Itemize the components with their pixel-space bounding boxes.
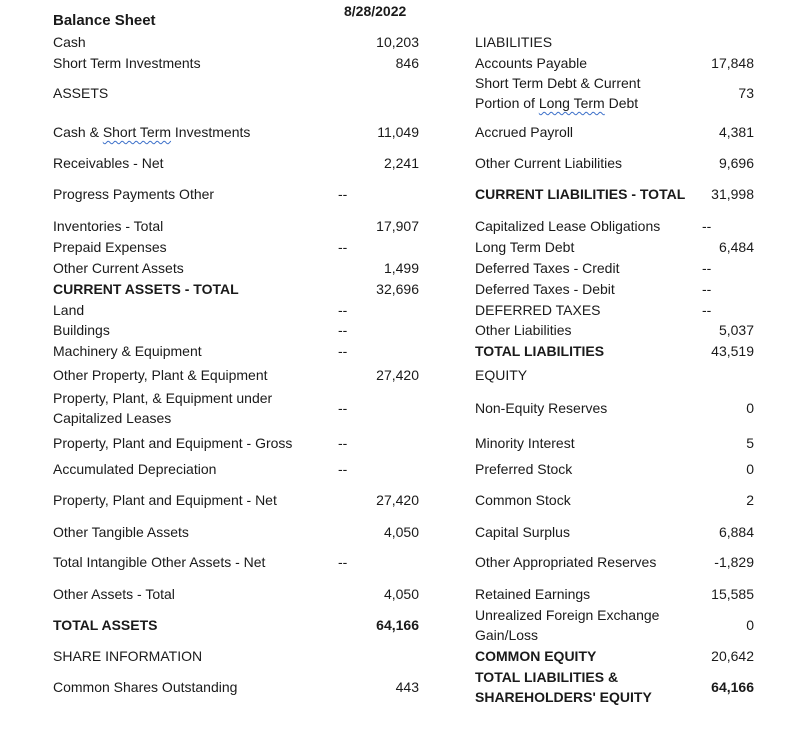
page-title: Balance Sheet xyxy=(53,12,156,29)
asset-label: Common Shares Outstanding xyxy=(53,679,238,695)
liability-equity-value: 5 xyxy=(746,435,754,451)
report-date: 8/28/2022 xyxy=(344,3,407,19)
liability-equity-label: Accounts Payable xyxy=(475,55,588,71)
asset-label: Receivables - Net xyxy=(53,155,164,171)
asset-label: Buildings xyxy=(53,322,110,338)
liability-equity-label: Non-Equity Reserves xyxy=(475,400,608,416)
liability-equity-value: 31,998 xyxy=(711,186,754,202)
liability-equity-value: 9,696 xyxy=(718,155,754,171)
asset-value: -- xyxy=(338,322,348,338)
liability-equity-value: 5,037 xyxy=(718,322,754,338)
asset-label: Machinery & Equipment xyxy=(53,343,202,359)
asset-label: Short Term Investments xyxy=(53,55,201,71)
asset-value: -- xyxy=(338,186,348,202)
liability-equity-label: EQUITY xyxy=(475,367,528,383)
liability-equity-label: Other Appropriated Reserves xyxy=(475,554,657,570)
asset-label: Other Property, Plant & Equipment xyxy=(53,367,268,383)
liability-equity-label: CURRENT LIABILITIES - TOTAL xyxy=(475,186,686,202)
asset-value: 17,907 xyxy=(376,218,419,234)
liability-equity-value: 64,166 xyxy=(711,679,754,695)
liability-equity-value: 6,484 xyxy=(718,239,754,255)
asset-value: 64,166 xyxy=(376,617,419,633)
liability-equity-value: -1,829 xyxy=(714,554,754,570)
asset-label: SHARE INFORMATION xyxy=(53,648,203,664)
cash-sti-label: Cash & Short Term Investments xyxy=(53,124,251,140)
liability-equity-value: 43,519 xyxy=(711,343,754,359)
asset-label: Inventories - Total xyxy=(53,218,164,234)
liability-equity-value: -- xyxy=(702,260,712,276)
liability-equity-label: Retained Earnings xyxy=(475,586,591,602)
liability-equity-value: 15,585 xyxy=(711,586,754,602)
asset-value: 443 xyxy=(395,679,419,695)
asset-value: -- xyxy=(338,343,348,359)
liability-equity-label: Capital Surplus xyxy=(475,524,570,540)
asset-label: Other Assets - Total xyxy=(53,586,175,602)
liability-equity-value: 6,884 xyxy=(718,524,754,540)
liability-equity-label: Other Liabilities xyxy=(475,322,572,338)
asset-label: Accumulated Depreciation xyxy=(53,461,217,477)
ppe-capitalized-leases-label: Property, Plant, & Equipment under Capitalized Leases xyxy=(53,390,273,426)
liability-equity-label: TOTAL LIABILITIES xyxy=(475,343,605,359)
asset-label: TOTAL ASSETS xyxy=(53,617,158,633)
asset-label: Total Intangible Other Assets - Net xyxy=(53,554,266,570)
liability-equity-label: Long Term Debt xyxy=(475,239,575,255)
asset-label: Property, Plant and Equipment - Net xyxy=(53,492,277,508)
liability-equity-value: 2 xyxy=(746,492,754,508)
liability-equity-value: 4,381 xyxy=(718,124,754,140)
asset-value: 10,203 xyxy=(376,34,419,50)
liability-equity-value: 0 xyxy=(746,400,754,416)
asset-value: 32,696 xyxy=(376,281,419,297)
liability-equity-label: DEFERRED TAXES xyxy=(475,302,601,318)
asset-value: 11,049 xyxy=(377,124,419,140)
asset-value: -- xyxy=(338,302,348,318)
liability-equity-value: 17,848 xyxy=(711,55,754,71)
asset-label: Cash xyxy=(53,34,86,50)
liability-equity-label: Preferred Stock xyxy=(475,461,573,477)
liability-equity-value: -- xyxy=(702,302,712,318)
liability-equity-label: Capitalized Lease Obligations xyxy=(475,218,661,234)
assets-heading: ASSETS xyxy=(53,85,109,101)
liability-equity-value: 20,642 xyxy=(711,648,754,664)
liability-equity-value: -- xyxy=(702,281,712,297)
liability-equity-value: 0 xyxy=(746,617,754,633)
liability-equity-label: Common Stock xyxy=(475,492,571,508)
liability-equity-label: Deferred Taxes - Credit xyxy=(475,260,620,276)
unrealized-fx-label: Unrealized Foreign Exchange Gain/Loss xyxy=(475,607,660,643)
liability-equity-label: LIABILITIES xyxy=(475,34,553,50)
short-term-debt-label: Short Term Debt & Current Portion of Long Term Debt xyxy=(475,75,641,111)
asset-value: 27,420 xyxy=(376,492,419,508)
asset-value: 4,050 xyxy=(383,524,419,540)
asset-value: -- xyxy=(338,554,348,570)
asset-value: -- xyxy=(338,400,348,416)
asset-label: Prepaid Expenses xyxy=(53,239,167,255)
asset-label: Other Current Assets xyxy=(53,260,184,276)
liability-equity-value: -- xyxy=(702,218,712,234)
liability-equity-label: COMMON EQUITY xyxy=(475,648,597,664)
asset-value: 1,499 xyxy=(383,260,419,276)
asset-value: -- xyxy=(338,239,348,255)
asset-label: Progress Payments Other xyxy=(53,186,215,202)
asset-label: Other Tangible Assets xyxy=(53,524,189,540)
asset-value: -- xyxy=(338,435,348,451)
asset-label: Land xyxy=(53,302,85,318)
asset-label: Property, Plant and Equipment - Gross xyxy=(53,435,293,451)
short-term-debt-value: 73 xyxy=(738,85,754,101)
liability-equity-label: Accrued Payroll xyxy=(475,124,574,140)
liability-equity-label: Minority Interest xyxy=(475,435,575,451)
liability-equity-value: 0 xyxy=(746,461,754,477)
asset-value: -- xyxy=(338,461,348,477)
asset-value: 2,241 xyxy=(383,155,419,171)
liability-equity-label: Deferred Taxes - Debit xyxy=(475,281,615,297)
asset-value: 4,050 xyxy=(383,586,419,602)
asset-value: 27,420 xyxy=(376,367,419,383)
total-liabilities-equity-label: TOTAL LIABILITIES & SHAREHOLDERS' EQUITY xyxy=(475,669,652,705)
asset-label: CURRENT ASSETS - TOTAL xyxy=(53,281,239,297)
liability-equity-label: Other Current Liabilities xyxy=(475,155,623,171)
asset-value: 846 xyxy=(395,55,419,71)
